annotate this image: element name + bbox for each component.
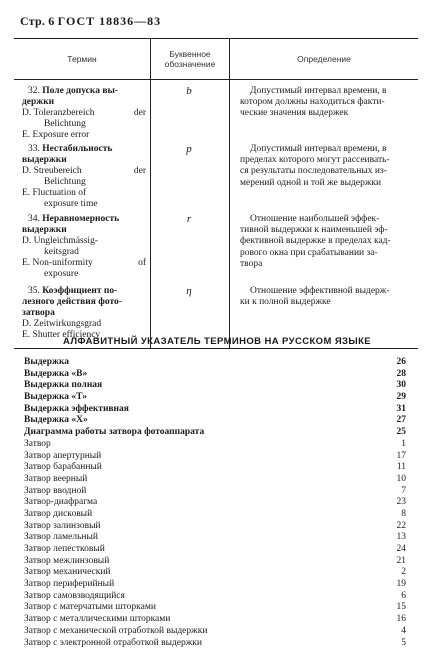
header-term: Термин	[14, 39, 150, 79]
index-term: Выдержка	[24, 357, 69, 369]
index-term-number: 17	[397, 451, 407, 463]
standard-number: ГОСТ 18836—83	[58, 14, 162, 28]
index-term-number: 4	[401, 626, 406, 638]
index-term: Затвор лепестковый	[24, 544, 105, 556]
index-entry	[24, 392, 406, 404]
index-term-number: 2	[401, 567, 406, 579]
index-term: Затвор апертурный	[24, 451, 101, 463]
index-entry	[24, 567, 406, 579]
index-entry	[24, 509, 406, 521]
index-term: Выдержка «Т»	[24, 392, 87, 404]
index-entry	[24, 591, 406, 603]
index-term-number: 16	[397, 614, 407, 626]
symbol-cell: b	[150, 86, 228, 97]
index-term: Затвор с электронной отработкой выдержки	[24, 638, 202, 649]
index-entry	[24, 439, 406, 451]
header-symbol: Буквенное обозначение	[150, 39, 230, 79]
terms-table	[14, 38, 418, 349]
index-term: Затвор с матерчатыми шторками	[24, 602, 156, 614]
index-term: Затвор с металлическими шторками	[24, 614, 170, 626]
index-entry	[24, 532, 406, 544]
index-term: Диаграмма работы затвора фотоаппарата	[24, 427, 204, 439]
index-term: Затвор	[24, 439, 51, 451]
index-term: Затвор механический	[24, 567, 111, 579]
header-definition: Определение	[230, 39, 418, 79]
index-entry	[24, 369, 406, 381]
index-term: Затвор-диафрагма	[24, 497, 97, 509]
index-term-number: 23	[397, 497, 407, 509]
index-entry	[24, 486, 406, 498]
index-entry	[24, 451, 406, 463]
index-term-number: 15	[397, 602, 407, 614]
index-term-number: 25	[397, 427, 407, 439]
index-entry	[24, 427, 406, 439]
index-term: Выдержка «В»	[24, 369, 87, 381]
index-term-number: 26	[397, 357, 407, 369]
index-term-number: 7	[401, 486, 406, 498]
term-cell: 33. Нестабильность выдержки D. Streubereich der Belichtung E. Fluctuation of exposure time	[22, 144, 146, 210]
term-cell: 35. Коэффициент по- лезного действия фото- затвора D. Zeitwirkungsgrad E. Shutter efficiency	[22, 286, 146, 341]
index-entry	[24, 415, 406, 427]
index-term-number: 27	[397, 415, 407, 427]
index-term-number: 30	[397, 380, 407, 392]
term-name: Нестабильность	[42, 144, 112, 154]
index-term: Затвор вводной	[24, 486, 86, 498]
definition-cell: Допустимый интервал времени, в пределах которого могут рассеивать- ся результаты последовательных из- мерений одной и той же выдержки	[240, 144, 416, 189]
symbol-cell: η	[150, 286, 228, 297]
definition-cell: Допустимый интервал времени, в котором должны находиться факти- ческие значения выдержек	[240, 86, 416, 120]
index-term: Затвор периферийный	[24, 579, 114, 591]
index-entry	[24, 544, 406, 556]
index-term-number: 5	[401, 638, 406, 649]
index-term: Выдержка «Х»	[24, 415, 88, 427]
index-term-number: 1	[401, 439, 406, 451]
index-entry	[24, 579, 406, 591]
index-term: Затвор самовзводящийся	[24, 591, 125, 603]
index-term-number: 10	[397, 474, 407, 486]
definition-cell: Отношение эффективной выдерж- ки к полной выдержке	[240, 286, 416, 308]
index-entry	[24, 380, 406, 392]
index-list	[24, 357, 406, 649]
index-term-number: 21	[397, 556, 407, 568]
index-term-number: 8	[401, 509, 406, 521]
index-entry	[24, 556, 406, 568]
index-entry	[24, 404, 406, 416]
page-number: Стр. 6	[20, 14, 54, 28]
index-entry	[24, 462, 406, 474]
index-term: Затвор межлинзовый	[24, 556, 109, 568]
index-term-number: 6	[401, 591, 406, 603]
table-body	[14, 80, 418, 348]
index-entry	[24, 521, 406, 533]
index-entry	[24, 602, 406, 614]
index-entry	[24, 638, 406, 649]
index-title: АЛФАВИТНЫЙ УКАЗАТЕЛЬ ТЕРМИНОВ НА РУССКОМ ЯЗЫКЕ	[0, 336, 434, 347]
table-header	[14, 39, 418, 80]
index-term-number: 31	[397, 404, 407, 416]
index-term-number: 24	[397, 544, 407, 556]
index-term-number: 13	[397, 532, 407, 544]
index-term: Затвор ламельный	[24, 532, 98, 544]
symbol-cell: r	[150, 214, 228, 225]
definition-cell: Отношение наибольшей эффек- тивной выдержки к наименьшей эф- фективной выдержке в пределах кад- рового окна при срабатывании за- твора	[240, 214, 416, 270]
term-name: Поле допуска вы-	[42, 86, 118, 96]
page-header	[20, 14, 161, 29]
term-name: Неравномерность	[42, 214, 119, 224]
symbol-cell: p	[150, 144, 228, 155]
index-term: Затвор с механической отработкой выдержки	[24, 626, 207, 638]
index-term: Затвор барабанный	[24, 462, 102, 474]
index-term-number: 22	[397, 521, 407, 533]
index-term-number: 29	[397, 392, 407, 404]
index-entry	[24, 357, 406, 369]
term-name: Коэффициент по-	[42, 286, 117, 296]
term-cell: 34. Неравномерность выдержки D. Ungleichmässig- keitsgrad E. Non-uniformity of exposure	[22, 214, 146, 280]
index-term: Затвор веерный	[24, 474, 87, 486]
index-entry	[24, 626, 406, 638]
index-term-number: 28	[397, 369, 407, 381]
index-term: Выдержка полная	[24, 380, 102, 392]
term-cell: 32. Поле допуска вы- держки D. Toleranzbereich der Belichtung E. Exposure error	[22, 86, 146, 141]
index-term-number: 19	[397, 579, 407, 591]
index-entry	[24, 497, 406, 509]
index-term: Затвор дисковый	[24, 509, 92, 521]
index-term: Выдержка эффективная	[24, 404, 129, 416]
index-term: Затвор залинзовый	[24, 521, 101, 533]
index-entry	[24, 474, 406, 486]
index-term-number: 11	[397, 462, 406, 474]
